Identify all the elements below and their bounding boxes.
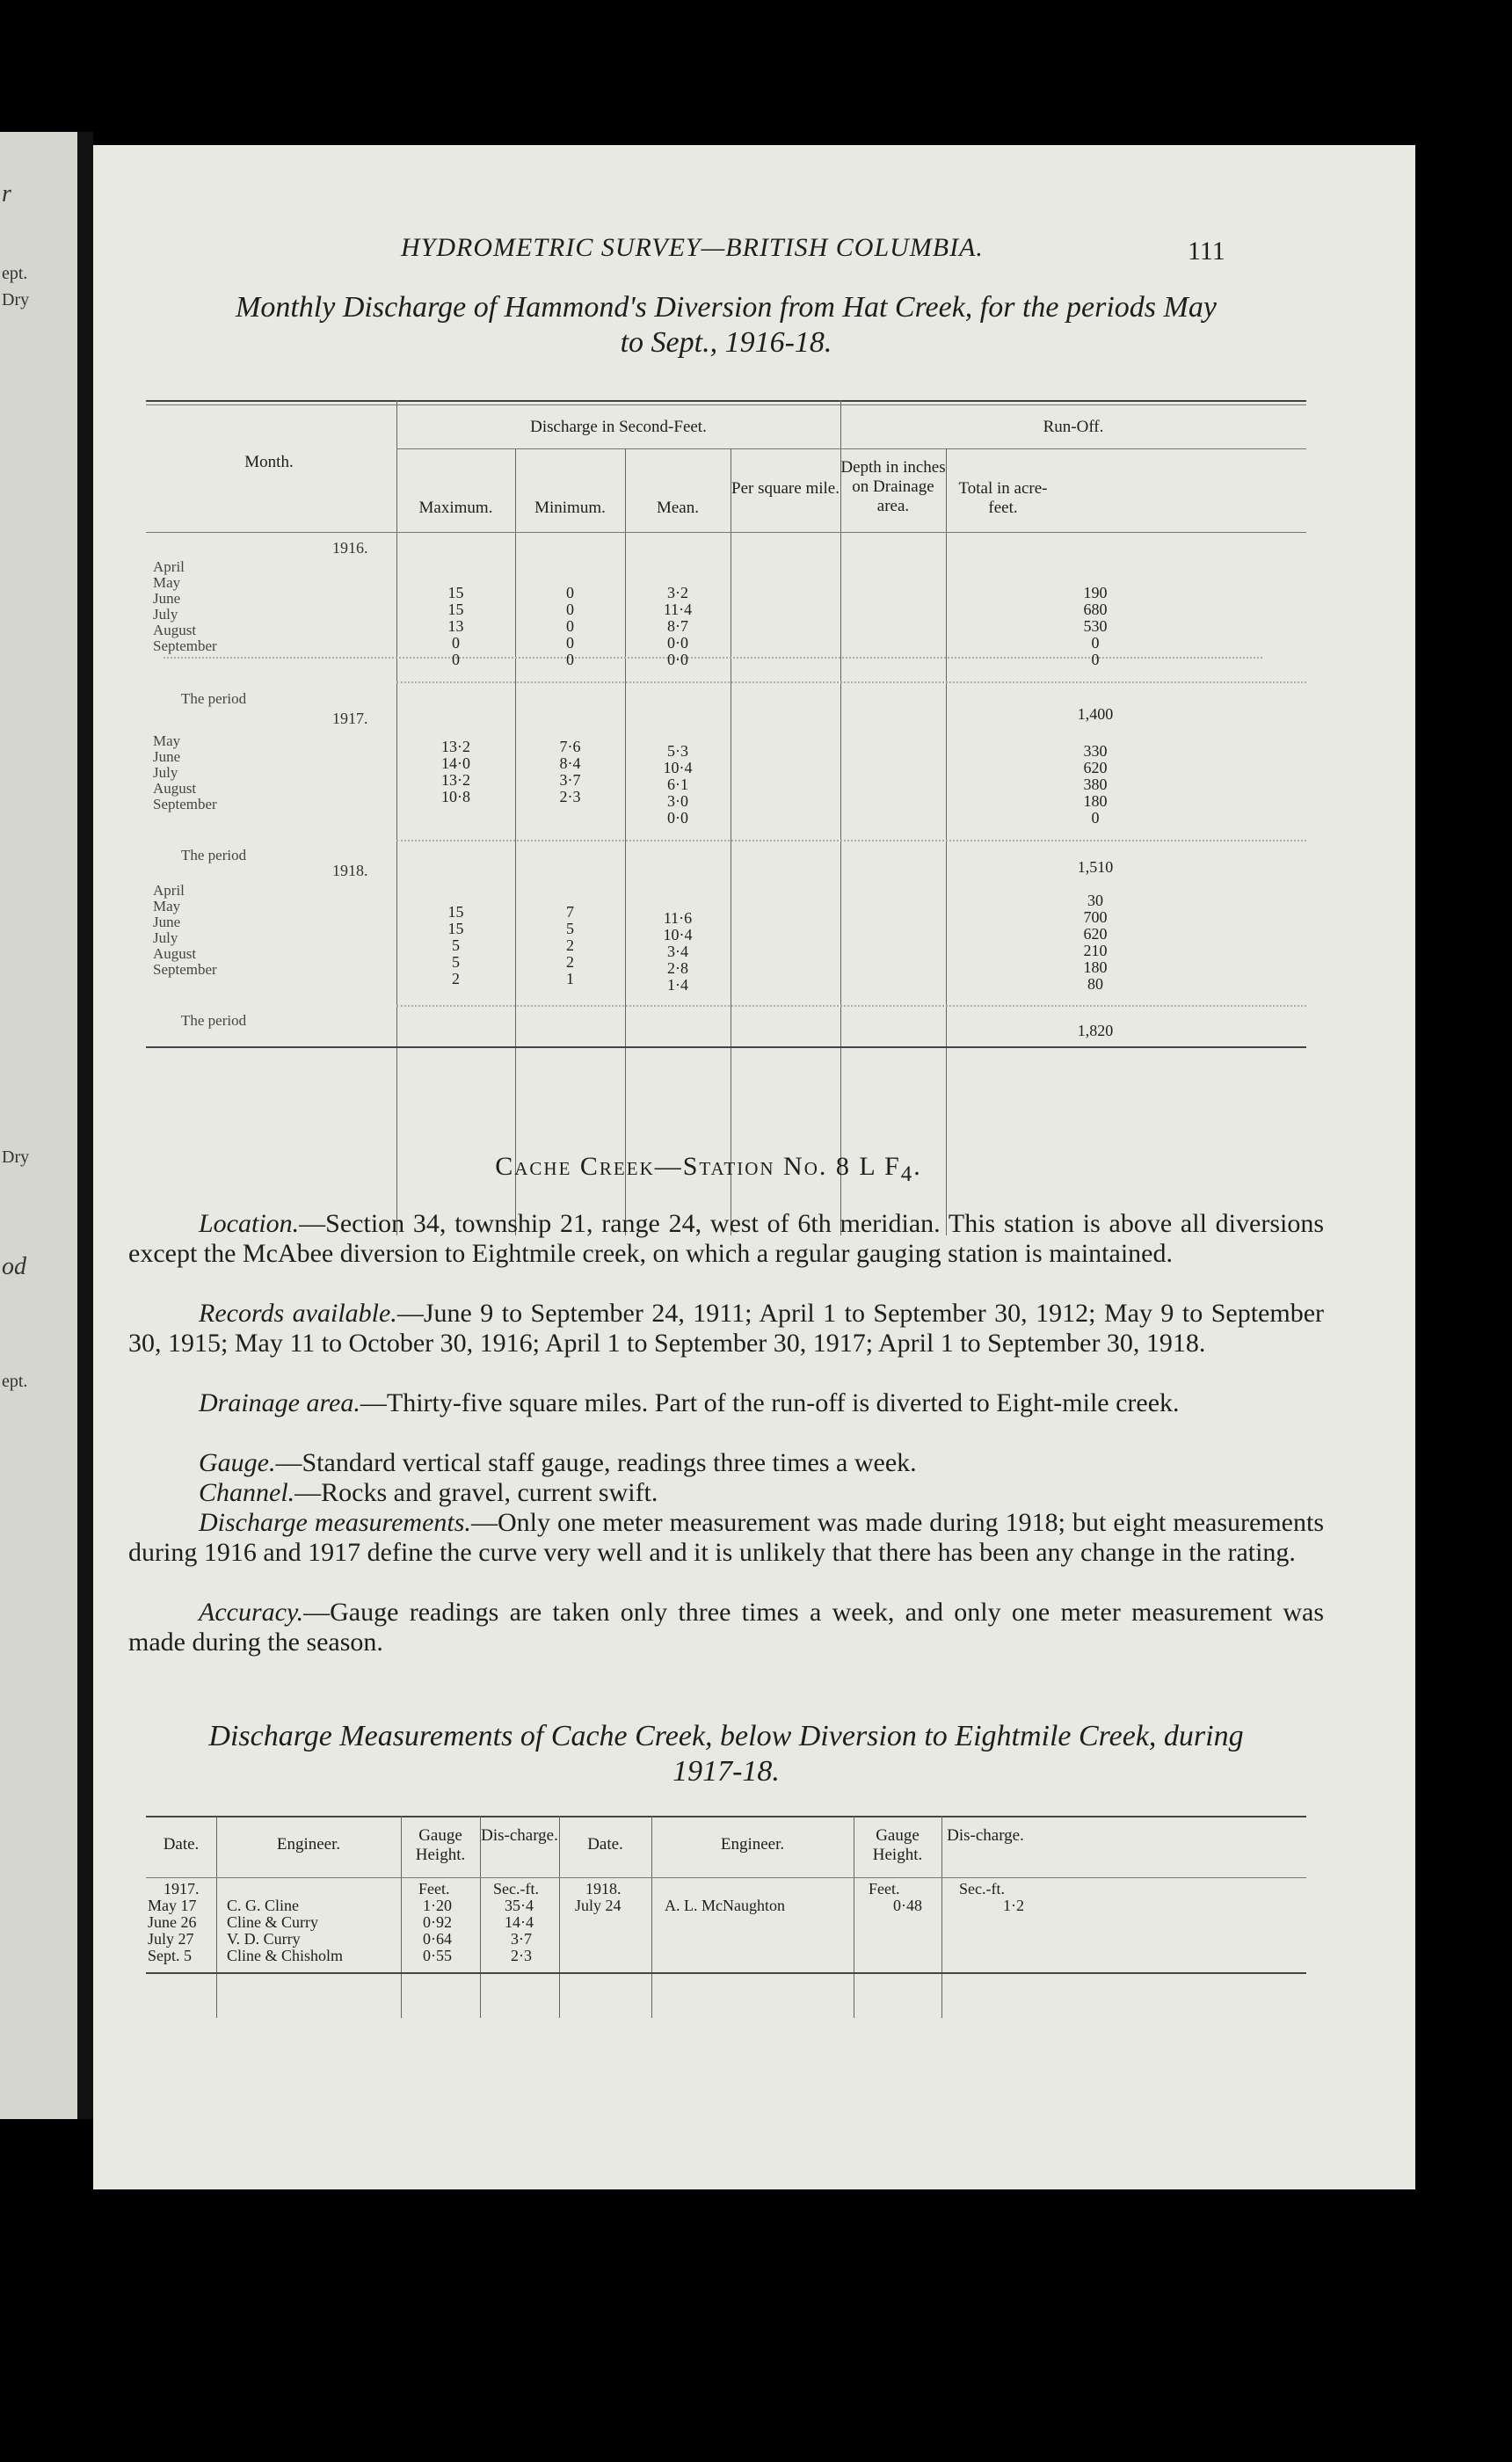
t2-discharge: 35·4 (505, 1897, 534, 1914)
month-label: July (153, 606, 178, 623)
t2-date: June 26 (148, 1913, 197, 1931)
col-total: Total in acre-feet. (958, 479, 1048, 517)
cell-min: 3·7 (559, 771, 581, 789)
cell-min: 7 (566, 903, 574, 921)
running-head: HYDROMETRIC SURVEY—BRITISH COLUMBIA. (401, 233, 984, 262)
cell-max: 13·2 (441, 771, 470, 789)
t2-col-engineer: Engineer. (276, 1835, 341, 1854)
cell-min: 0 (566, 617, 574, 635)
t2-discharge: 3·7 (511, 1930, 532, 1948)
para-accuracy (128, 1598, 1324, 1657)
station-heading-sub: 4 (900, 1162, 914, 1186)
cell-max: 13 (447, 617, 464, 635)
month-label: June (153, 914, 181, 930)
cell-mean: 2·8 (667, 959, 688, 977)
para-gauge (128, 1448, 1324, 1478)
period-total: 1,510 (1077, 858, 1114, 876)
table2-title-line2: 1917-18. (672, 1755, 780, 1788)
cell-total: 700 (1083, 908, 1108, 926)
cell-min: 7·6 (559, 738, 581, 755)
t2-engineer: Cline & Chisholm (227, 1947, 344, 1964)
left-fragment: ept. (2, 264, 28, 283)
cell-total: 80 (1087, 975, 1103, 993)
t2-discharge: 1·2 (1003, 1897, 1024, 1914)
cell-total: 0 (1091, 651, 1100, 668)
cell-mean: 10·4 (663, 759, 693, 776)
left-fragment: r (2, 180, 11, 208)
col-mean: Mean. (656, 499, 699, 517)
month-label: July (153, 764, 178, 781)
cell-min: 1 (566, 970, 574, 987)
cell-mean: 0·0 (667, 634, 688, 652)
table2-title-line1: Discharge Measurements of Cache Creek, below Diversion to Eightmile Creek, during (208, 1720, 1244, 1752)
para-lead: Location. (199, 1209, 300, 1238)
left-fragment: Dry (2, 290, 30, 310)
para-text: —Standard vertical staff gauge, readings three times a week. (275, 1448, 917, 1477)
para-records (128, 1299, 1324, 1358)
t2-gauge: 0·92 (423, 1913, 452, 1931)
cell-max: 15 (447, 601, 464, 618)
cell-total: 30 (1087, 892, 1103, 909)
t2-date: Sept. 5 (148, 1947, 193, 1964)
col-per-square-mile: Per square mile. (731, 479, 840, 498)
month-label: May (153, 898, 181, 914)
cell-max: 5 (452, 936, 460, 954)
cell-total: 620 (1083, 925, 1108, 943)
cell-mean: 10·4 (663, 926, 693, 943)
t2-engineer: V. D. Curry (227, 1930, 301, 1948)
para-text: —Rocks and gravel, current swift. (294, 1478, 658, 1507)
cell-min: 2 (566, 936, 574, 954)
t2-col-date-right: Date. (587, 1835, 623, 1854)
station-heading-end: . (913, 1152, 922, 1181)
cell-mean: 3·2 (667, 584, 688, 601)
month-label: April (153, 558, 185, 575)
cell-mean: 11·4 (663, 601, 693, 618)
cell-max: 13·2 (441, 738, 470, 755)
document-page (93, 145, 1415, 2189)
cell-min: 0 (566, 634, 574, 652)
cell-mean: 8·7 (667, 617, 688, 635)
left-fragment: od (2, 1253, 26, 1280)
left-page-edge (0, 132, 77, 2119)
cell-min: 2 (566, 953, 574, 971)
cell-total: 330 (1083, 742, 1108, 760)
para-channel (128, 1478, 1324, 1508)
cell-total: 0 (1091, 809, 1100, 827)
t2-gauge: 1·20 (423, 1897, 452, 1914)
cell-mean: 6·1 (667, 776, 688, 793)
col-minimum: Minimum. (534, 499, 606, 517)
t2-discharge: 14·4 (505, 1913, 534, 1931)
month-label: August (153, 622, 197, 638)
month-label: August (153, 780, 197, 797)
para-text: —Thirty-five square miles. Part of the run-off is diverted to Eight-mile creek. (360, 1388, 1180, 1417)
para-text: —June 9 to September 24, 1911; April 1 to September 30, 1912; May 9 to September 30, 1915; May 11 to October 30, 1916; April 1 to September 30, 1917; April 1 to September 30, 1918. (128, 1299, 1325, 1358)
cell-total: 380 (1083, 776, 1108, 793)
cell-max: 0 (452, 634, 460, 652)
period-total: 1,400 (1077, 705, 1114, 723)
month-label: May (153, 574, 181, 591)
month-label: September (153, 796, 217, 812)
t2-engineer: Cline & Curry (227, 1913, 318, 1931)
t2-unit-secft: Sec.-ft. (493, 1880, 539, 1897)
t2-gauge: 0·48 (893, 1897, 922, 1914)
cell-total: 180 (1083, 958, 1108, 976)
para-lead: Discharge measurements. (199, 1508, 471, 1537)
page-number: 111 (1188, 237, 1225, 266)
cell-min: 0 (566, 584, 574, 601)
cell-max: 15 (447, 903, 464, 921)
period-total: 1,820 (1077, 1022, 1114, 1039)
cell-total: 680 (1083, 601, 1108, 618)
col-discharge-group: Discharge in Second-Feet. (530, 418, 707, 436)
t2-engineer: A. L. McNaughton (665, 1897, 785, 1914)
cell-mean: 11·6 (663, 909, 693, 927)
cell-total: 180 (1083, 792, 1108, 810)
t2-col-discharge: Dis-charge. (481, 1826, 558, 1845)
cell-min: 5 (566, 920, 574, 937)
cell-total: 620 (1083, 759, 1108, 776)
cell-min: 0 (566, 601, 574, 618)
month-label: July (153, 929, 178, 946)
month-label: June (153, 748, 181, 765)
table1-title-line1: Monthly Discharge of Hammond's Diversion from Hat Creek, for the periods May (236, 291, 1217, 324)
month-label: June (153, 590, 181, 607)
t2-discharge: 2·3 (511, 1947, 532, 1964)
cell-min: 0 (566, 651, 574, 668)
t2-date: May 17 (148, 1897, 197, 1914)
cell-mean: 3·4 (667, 943, 688, 960)
year-1917: 1917. (332, 710, 368, 727)
discharge-measurements-table (146, 1816, 1306, 2062)
para-lead: Drainage area. (199, 1388, 360, 1417)
year-1918: 1918. (332, 862, 368, 879)
t2-unit-feet-right: Feet. (869, 1880, 900, 1897)
period-label: The period (181, 847, 247, 863)
cell-mean: 3·0 (667, 792, 688, 810)
t2-col-date: Date. (163, 1835, 200, 1854)
cell-min: 2·3 (559, 788, 581, 805)
month-label: April (153, 882, 185, 899)
t2-year-right: 1918. (585, 1880, 622, 1897)
month-label: August (153, 945, 197, 962)
cell-mean: 1·4 (667, 976, 688, 994)
cell-mean: 0·0 (667, 651, 688, 668)
table1-title-line2: to Sept., 1916-18. (620, 326, 832, 359)
month-label: September (153, 637, 217, 654)
cell-max: 10·8 (441, 788, 470, 805)
monthly-discharge-table (146, 400, 1306, 1227)
t2-col-discharge-right: Dis-charge. (947, 1826, 1024, 1845)
cell-min: 8·4 (559, 754, 581, 772)
station-heading-text: Cache Creek—Station No. 8 L F (495, 1152, 901, 1181)
para-lead: Gauge. (199, 1448, 276, 1477)
para-text: —Section 34, township 21, range 24, west of 6th meridian. This station is above all diversions except the McAbee diversion to Eightmile creek, on which a regular gauging station is maintained. (128, 1209, 1324, 1268)
col-month: Month. (244, 453, 294, 471)
cell-max: 14·0 (441, 754, 470, 772)
t2-year-left: 1917. (164, 1880, 200, 1897)
para-text: —Only one meter measurement was made during 1918; but eight measurements during 1916 and 1917 define the curve very well and it is unlikely that there has been any change in the rating. (128, 1508, 1325, 1567)
cell-total: 530 (1083, 617, 1108, 635)
para-discharge (128, 1508, 1324, 1568)
month-label: May (153, 732, 181, 749)
cell-total: 0 (1091, 634, 1100, 652)
para-drainage (128, 1388, 1324, 1418)
cell-mean: 5·3 (667, 742, 688, 760)
col-runoff-group: Run-Off. (1043, 418, 1104, 436)
cell-max: 15 (447, 920, 464, 937)
para-lead: Channel. (199, 1478, 295, 1507)
cell-total: 190 (1083, 584, 1108, 601)
period-label: The period (181, 1012, 247, 1029)
col-depth: Depth in inches on Drainage area. (840, 458, 946, 515)
t2-col-gauge-right: Gauge Height. (872, 1826, 923, 1864)
cell-max: 15 (447, 584, 464, 601)
t2-unit-feet: Feet. (418, 1880, 450, 1897)
cell-max: 5 (452, 953, 460, 971)
cell-max: 2 (452, 970, 460, 987)
para-location (128, 1209, 1324, 1269)
t2-gauge: 0·55 (423, 1947, 452, 1964)
t2-col-engineer-right: Engineer. (720, 1835, 785, 1854)
t2-engineer: C. G. Cline (227, 1897, 300, 1914)
period-label: The period (181, 690, 247, 707)
para-lead: Accuracy. (199, 1598, 304, 1627)
t2-date: July 27 (148, 1930, 194, 1948)
t2-gauge: 0·64 (423, 1930, 452, 1948)
month-label: September (153, 961, 217, 978)
left-fragment: Dry (2, 1147, 30, 1167)
para-lead: Records available. (199, 1299, 397, 1328)
book-spine (77, 132, 93, 2119)
left-fragment: ept. (2, 1372, 28, 1391)
para-text: —Gauge readings are taken only three times a week, and only one meter measurement was made during the season. (128, 1598, 1324, 1657)
year-1916: 1916. (332, 539, 368, 557)
t2-unit-secft-right: Sec.-ft. (959, 1880, 1005, 1897)
cell-max: 0 (452, 651, 460, 668)
t2-col-gauge: Gauge Height. (415, 1826, 466, 1864)
cell-total: 210 (1083, 942, 1108, 959)
t2-date: July 24 (575, 1897, 622, 1914)
station-heading (269, 1152, 1148, 1187)
col-maximum: Maximum. (418, 499, 493, 517)
cell-mean: 0·0 (667, 809, 688, 827)
